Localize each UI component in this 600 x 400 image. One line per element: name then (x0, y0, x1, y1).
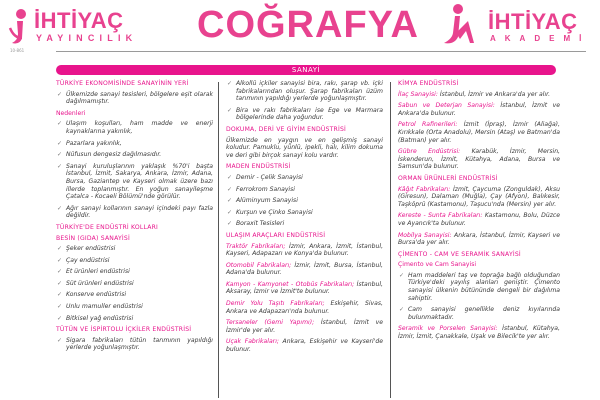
ihtiyac-akademi-logo (438, 3, 598, 51)
transport-entry (226, 319, 383, 334)
entry-key: İlaç Sanayisi: (398, 90, 438, 98)
entry-key: Kâğıt Fabrikaları: (398, 185, 451, 193)
list-item (56, 205, 213, 220)
check-icon: ✓ (399, 306, 405, 314)
entry-key: Kereste - Sunta Fabrikaları: (398, 212, 483, 220)
entry-text: Kastamonu, Bolu, Düzce ve Ayancık'ta bulunur. (398, 212, 560, 227)
entry-key: Petrol Rafinerileri: (398, 121, 458, 129)
check-icon: ✓ (57, 139, 63, 147)
check-icon: ✓ (57, 151, 63, 159)
list-item (56, 337, 213, 352)
list-item (226, 209, 383, 217)
item-text: Pazarlara yakınlık, (66, 139, 122, 147)
list-item (56, 268, 213, 276)
section-title: SANAYİ (291, 66, 321, 74)
transport-entry (226, 262, 383, 277)
section-band (56, 65, 556, 75)
column-divider (218, 82, 219, 398)
heading-food-industry: BESİN (GIDA) SANAYİSİ (56, 234, 130, 242)
check-icon: ✓ (227, 197, 233, 205)
item-text: Bira ve rakı fabrikaları ise Ege ve Marmara bölgelerinde daha yoğundur. (236, 106, 383, 122)
check-icon: ✓ (57, 291, 63, 299)
list-item (56, 291, 213, 299)
list-item (56, 151, 213, 159)
chem-entry (398, 102, 560, 117)
list-item (56, 303, 213, 311)
item-text: Cam sanayisi genellikle deniz kıyılarında bulunmaktadır. (408, 306, 560, 321)
entry-text: Ankara, İstanbul, İzmir, Kayseri ve Bursa'da yer alır. (398, 231, 561, 247)
transport-entry (226, 338, 383, 353)
heading-textile-industry: DOKUMA, DERİ VE GİYİM ENDÜSTRİSİ (226, 125, 347, 133)
heading-tobacco-industry: TÜTÜN VE İSPİRTOLU İÇKİLER ENDÜSTRİSİ (56, 326, 192, 334)
item-text: Et ürünleri endüstrisi (66, 268, 130, 276)
check-icon: ✓ (227, 106, 233, 114)
logo-code-text: 10-861 (10, 48, 25, 53)
item-text: Kurşun ve Çinko Sanayisi (236, 208, 313, 216)
list-item (226, 107, 383, 122)
item-text: Nüfusun dengesiz dağılmasıdır. (66, 151, 162, 159)
chem-entry (398, 91, 560, 99)
logo-akademi-sub-text: AKADEMİ (490, 34, 591, 43)
item-text: Ferrokrom Sanayisi (236, 185, 295, 193)
chem-entry (398, 121, 560, 144)
item-text: Ülkemizde sanayi tesisleri, bölgelere eşit olarak dağılmamıştır. (66, 90, 213, 106)
list-item (226, 197, 383, 205)
list-item (56, 280, 213, 288)
check-icon: ✓ (57, 204, 63, 212)
page-title: COĞRAFYA (197, 4, 419, 46)
entry-key: Uçak Fabrikaları; (226, 338, 279, 346)
logo-akademi-brand-text: İHTİYAÇ (488, 9, 578, 34)
item-text: Bitkisel yağ endüstrisi (66, 314, 134, 322)
list-item (56, 140, 213, 148)
entry-text: Eskişehir, Sivas, Ankara ve Adapazarı'nda bulunur. (226, 300, 383, 315)
list-item (226, 174, 383, 182)
forest-entry (398, 232, 560, 247)
check-icon: ✓ (57, 120, 63, 128)
check-icon: ✓ (57, 303, 63, 311)
transport-entry (226, 243, 383, 258)
transport-entry (226, 281, 383, 296)
item-text: Alkollü içkiler sanayisi bira, rakı, şarap vb. içki fabrikalarından oluşur. Şarap fabrikaları üzüm tarımının yapıldığı yerlerde yoğunlaşmıştır. (236, 80, 383, 103)
entry-text: İstanbul, Kütahya, İzmir, İzmit, Çanakkale, Uşak ve Bilecik'te yer alır. (398, 325, 560, 341)
logo-figure-icon (8, 8, 30, 46)
item-text: Şeker endüstrisi (66, 245, 116, 253)
page-header (0, 0, 600, 58)
entry-text: İzmit, Çaycuma (Zonguldak), Aksu (Giresun), Dalaman (Muğla), Çay (Afyon), Balıkesir, Taşköprü (Kastamonu), Taşucu'nda (Mersin) yer alır. (398, 185, 560, 208)
ceramic-entry (398, 325, 560, 340)
item-text: Sanayi kuruluşlarının yaklaşık %70'i başta İstanbul, İzmit, Sakarya, Ankara, İzmir, Adana, Bursa, Gaziantep ve Kayseri olmak üzere bazı illerde toplanmıştır. En yoğun sanayileşme Çatalca - Kocaeli Bölümü'nde görülür. (66, 162, 213, 201)
item-text: Alüminyum Sanayisi (236, 197, 298, 205)
list-item (226, 220, 383, 228)
item-text: Süt ürünleri endüstrisi (66, 279, 134, 287)
check-icon: ✓ (57, 279, 63, 287)
entry-key: Demir Yolu Taşıtı Fabrikaları; (226, 300, 325, 308)
heading-forest-industry: ORMAN ÜRÜNLERİ ENDÜSTRİSİ (398, 174, 498, 182)
header-rule (56, 51, 586, 52)
list-item (56, 245, 213, 253)
entry-text: İzmir, Ankara, İzmit, İstanbul, Kayseri, Adapazarı ve Konya'da bulunur. (226, 242, 384, 258)
check-icon: ✓ (227, 173, 233, 181)
item-text: Boraxit Tesisleri (236, 220, 285, 228)
list-item (56, 257, 213, 265)
list-item (56, 163, 213, 201)
entry-text: İzmit (İpraş), İzmir (Aliağa), Kırıkkale (Orta Anadolu), Mersin (Ataş) ve Batman'da (Batman) yer alır. (398, 121, 560, 144)
check-icon: ✓ (57, 162, 63, 170)
list-item (56, 120, 213, 135)
item-text: Ağır sanayi kollarının sanayi içindeki payı fazla değildir. (66, 204, 213, 220)
heading-transport-industry: ULAŞIM ARAÇLARI ENDÜSTRİSİ (226, 231, 326, 239)
column-divider (390, 82, 391, 398)
entry-text: İstanbul, İzmir ve Ankara'da yer alır. (437, 90, 551, 98)
check-icon: ✓ (57, 256, 63, 264)
list-item (226, 80, 383, 103)
entry-text: Ankara, Eskişehir ve Kayseri'de bulunur. (226, 338, 383, 354)
list-item (56, 91, 213, 106)
item-text: Konserve endüstrisi (66, 291, 127, 299)
list-item (56, 315, 213, 323)
check-icon: ✓ (399, 271, 405, 279)
check-icon: ✓ (57, 336, 63, 344)
entry-key: Traktör Fabrikaları; (226, 242, 286, 250)
check-icon: ✓ (57, 268, 63, 276)
check-icon: ✓ (57, 314, 63, 322)
forest-entry (398, 186, 560, 209)
logo-brand-text: İHTİYAÇ (34, 8, 124, 33)
heading-chemistry-industry: KİMYA ENDÜSTRİSİ (398, 80, 459, 87)
entry-text: Karabük, İzmir, Mersin, İskenderun, İzmit, Kütahya, Adana, Bursa ve Samsun'da bulunur. (398, 148, 560, 171)
check-icon: ✓ (57, 245, 63, 253)
column-1 (56, 80, 213, 356)
check-icon: ✓ (227, 220, 233, 228)
entry-key: Kamyon - Kamyonet - Otobüs Fabrikaları; (226, 280, 355, 288)
entry-text: İzmir, İzmit, Bursa, İstanbul, Adana'da bulunur. (226, 261, 383, 277)
column-3 (398, 80, 560, 345)
item-text: Sigara fabrikaları tütün tarımının yapıldığı yerlerde yoğunlaşmıştır. (66, 336, 213, 352)
item-text: Unlu mamuller endüstrisi (66, 303, 143, 311)
item-text: Ham maddeleri taş ve toprağa bağlı olduğundan Türkiye'deki yayılış alanları geniştir. Çimento sanayisi ülkenin bütününde dengeli bir dağılıma sahiptir. (408, 271, 560, 302)
transport-entry (226, 300, 383, 315)
entry-key: Seramik ve Porselen Sanayisi: (398, 325, 498, 333)
heading-cement-glass-ceramic: ÇİMENTO - CAM VE SERAMİK SANAYİSİ (398, 250, 521, 258)
item-text: Çay endüstrisi (66, 256, 110, 264)
entry-key: Mobilya Sanayisi: (398, 231, 452, 239)
logo-akademi-figure-icon (438, 3, 476, 47)
list-item (398, 306, 560, 321)
check-icon: ✓ (57, 90, 63, 98)
forest-entry (398, 212, 560, 227)
heading-cement-glass: Çimento ve Cam Sanayisi (398, 261, 477, 269)
list-item (398, 272, 560, 302)
entry-key: Otomobil Fabrikaları; (226, 261, 292, 269)
entry-text: İstanbul, İzmit ve İzmir'de yer alır. (226, 319, 384, 334)
textile-paragraph: Ülkemizde en yaygın ve en gelişmiş sanayi koludur. Pamuklu, yünlü, ipekli, halı, kilim dokuma ve deri gibi birçok sanayi kolu vardır. (226, 136, 383, 159)
entry-key: Tersaneler (Gemi Yapımı); (226, 319, 315, 327)
entry-key: Sabun ve Deterjan Sanayisi: (398, 102, 495, 110)
column-2 (226, 80, 383, 358)
entry-key: Gübre Endüstrisi: (398, 148, 461, 156)
item-text: Ulaşım koşulları, ham madde ve enerji kaynaklarına yakınlık, (66, 120, 213, 135)
list-item (226, 186, 383, 194)
item-text: Demir - Çelik Sanayisi (236, 173, 303, 181)
entry-text: İstanbul, Aksaray, İzmir ve İzmit'te bulunur. (226, 280, 383, 296)
check-icon: ✓ (227, 185, 233, 193)
heading-industry-place: TÜRKİYE EKONOMİSİNDE SANAYİNİN YERİ (56, 80, 189, 87)
check-icon: ✓ (227, 80, 233, 87)
heading-reasons: Nedenleri (56, 109, 86, 117)
heading-mining-industry: MADEN ENDÜSTRİSİ (226, 163, 291, 171)
heading-industry-branches: TÜRKİYE'DE ENDÜSTRİ KOLLARI (56, 223, 159, 231)
logo-sub-text: YAYINCILIK (36, 33, 138, 43)
chem-entry (398, 148, 560, 171)
entry-text: İstanbul, İzmit ve Ankara'da bulunur. (398, 102, 560, 117)
ihtiyac-yayincilik-logo (6, 6, 146, 53)
check-icon: ✓ (227, 208, 233, 216)
